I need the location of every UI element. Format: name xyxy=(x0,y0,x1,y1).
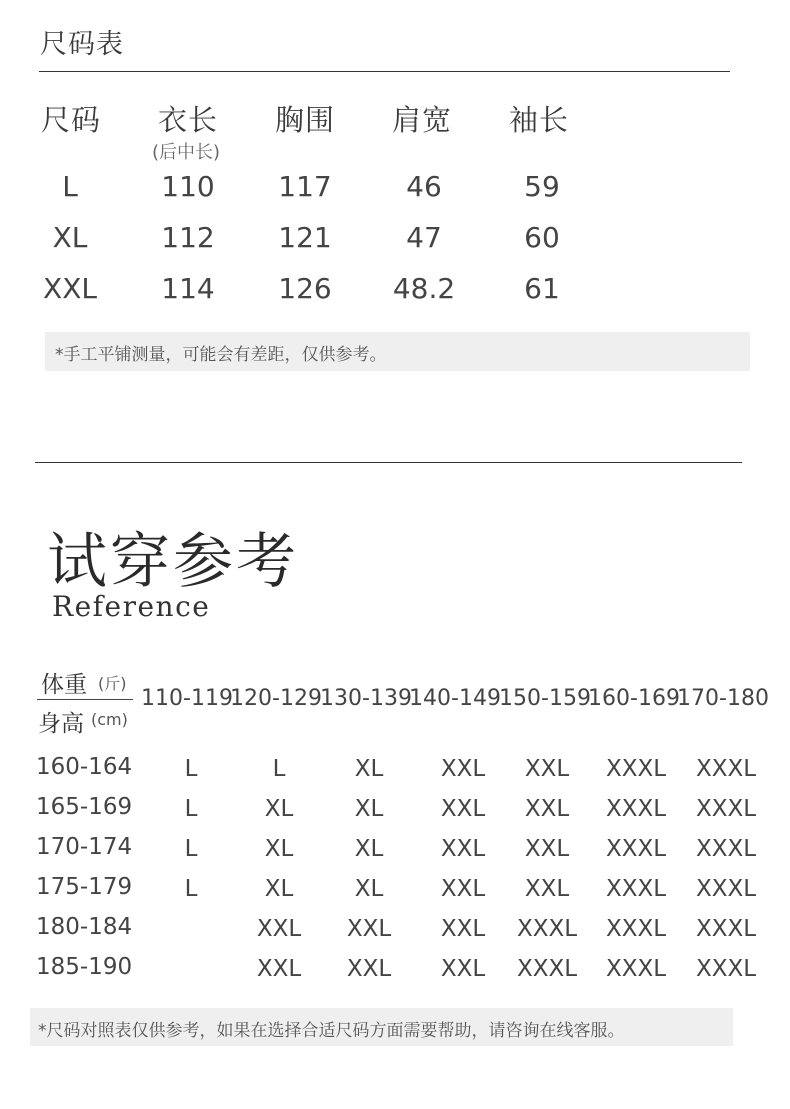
weight-range-header: 120-129 xyxy=(230,686,322,711)
recommended-size-cell: XL xyxy=(264,836,294,862)
height-range-label: 170-174 xyxy=(36,834,133,860)
recommended-size-cell: XXXL xyxy=(605,876,667,902)
recommended-size-cell: XXXL xyxy=(605,916,667,942)
size-chart-value-cell: 59 xyxy=(524,170,560,203)
recommended-size-cell: XXL xyxy=(440,796,486,822)
size-chart-value-cell: 61 xyxy=(524,272,560,305)
measurement-note xyxy=(45,332,750,371)
recommended-size-cell: XXXL xyxy=(516,956,578,982)
size-chart-size-cell: XL xyxy=(52,221,88,254)
weight-range-header: 150-159 xyxy=(499,686,591,711)
recommended-size-cell: XL xyxy=(354,796,384,822)
recommended-size-cell: L xyxy=(184,836,198,862)
recommended-size-cell: XXL xyxy=(524,876,570,902)
recommended-size-cell: XXL xyxy=(524,756,570,782)
recommended-size-cell: XXXL xyxy=(605,756,667,782)
recommended-size-cell: XXL xyxy=(524,836,570,862)
recommended-size-cell: XXL xyxy=(256,916,302,942)
size-chart-value-cell: 46 xyxy=(406,170,442,203)
size-chart-size-cell: XXL xyxy=(43,272,97,305)
recommended-size-cell: XXXL xyxy=(695,756,757,782)
weight-range-header: 130-139 xyxy=(320,686,412,711)
size-chart-value-cell: 47 xyxy=(406,221,442,254)
size-chart-size-cell: L xyxy=(62,170,78,203)
header-split-line xyxy=(37,699,133,700)
fit-reference-title: 试穿参考 xyxy=(47,527,299,597)
divider xyxy=(39,71,730,72)
size-chart-value-cell: 112 xyxy=(161,221,215,254)
height-range-label: 165-169 xyxy=(36,794,133,820)
recommended-size-cell: XL xyxy=(264,876,294,902)
recommended-size-cell: XXXL xyxy=(605,956,667,982)
recommended-size-cell: XXXL xyxy=(605,796,667,822)
recommended-size-cell: L xyxy=(272,756,286,782)
recommended-size-cell: XXXL xyxy=(516,916,578,942)
recommended-size-cell: XXXL xyxy=(605,836,667,862)
recommended-size-cell: XXL xyxy=(256,956,302,982)
weight-range-header: 110-119 xyxy=(141,686,233,711)
height-label: 身高 xyxy=(38,711,84,737)
height-range-label: 185-190 xyxy=(36,954,133,980)
size-chart-value-cell: 60 xyxy=(524,221,560,254)
recommended-size-cell: XXL xyxy=(440,916,486,942)
recommended-size-cell: XXXL xyxy=(695,836,757,862)
weight-range-header: 170-180 xyxy=(677,686,769,711)
weight-range-header: 160-169 xyxy=(588,686,680,711)
recommended-size-cell: XL xyxy=(354,876,384,902)
height-range-label: 160-164 xyxy=(36,754,133,780)
section-divider xyxy=(35,462,742,463)
recommended-size-cell: XXL xyxy=(346,916,392,942)
weight-range-header: 140-149 xyxy=(409,686,501,711)
weight-label: 体重 xyxy=(41,672,87,698)
size-chart-value-cell: 114 xyxy=(161,272,215,305)
recommended-size-cell: XXXL xyxy=(695,916,757,942)
size-chart-value-cell: 48.2 xyxy=(392,272,456,305)
header-length-sub: (后中长) xyxy=(152,142,221,163)
height-unit: (cm) xyxy=(91,710,128,729)
size-chart-title: 尺码表 xyxy=(40,29,124,60)
recommended-size-cell: XL xyxy=(354,756,384,782)
recommended-size-cell: L xyxy=(184,876,198,902)
recommended-size-cell: XXL xyxy=(440,836,486,862)
recommended-size-cell: L xyxy=(184,756,198,782)
recommended-size-cell: XXXL xyxy=(695,796,757,822)
fit-note-text: *尺码对照表仅供参考，如果在选择合适尺码方面需要帮助，请咨询在线客服。 xyxy=(38,1021,625,1041)
recommended-size-cell: XL xyxy=(354,836,384,862)
header-shoulder: 肩宽 xyxy=(392,103,453,137)
size-chart-value-cell: 117 xyxy=(278,170,332,203)
header-size: 尺码 xyxy=(41,103,102,137)
recommended-size-cell: XXL xyxy=(440,956,486,982)
recommended-size-cell: XXL xyxy=(440,756,486,782)
size-chart-value-cell: 126 xyxy=(278,272,332,305)
recommended-size-cell: XXL xyxy=(346,956,392,982)
recommended-size-cell: XXXL xyxy=(695,956,757,982)
size-chart-value-cell: 110 xyxy=(161,170,215,203)
header-length: 衣长 xyxy=(158,103,219,137)
fit-reference-subtitle: Reference xyxy=(52,590,211,623)
weight-unit: (斤) xyxy=(98,674,127,693)
recommended-size-cell: XXL xyxy=(440,876,486,902)
recommended-size-cell: XL xyxy=(264,796,294,822)
measurement-note-text: *手工平铺测量，可能会有差距，仅供参考。 xyxy=(55,345,387,365)
height-range-label: 175-179 xyxy=(36,874,133,900)
fit-note xyxy=(30,1008,733,1046)
size-chart-value-cell: 121 xyxy=(278,221,332,254)
recommended-size-cell: XXL xyxy=(524,796,570,822)
header-chest: 胸围 xyxy=(275,103,336,137)
header-sleeve: 袖长 xyxy=(509,103,570,137)
height-range-label: 180-184 xyxy=(36,914,133,940)
recommended-size-cell: XXXL xyxy=(695,876,757,902)
recommended-size-cell: L xyxy=(184,796,198,822)
